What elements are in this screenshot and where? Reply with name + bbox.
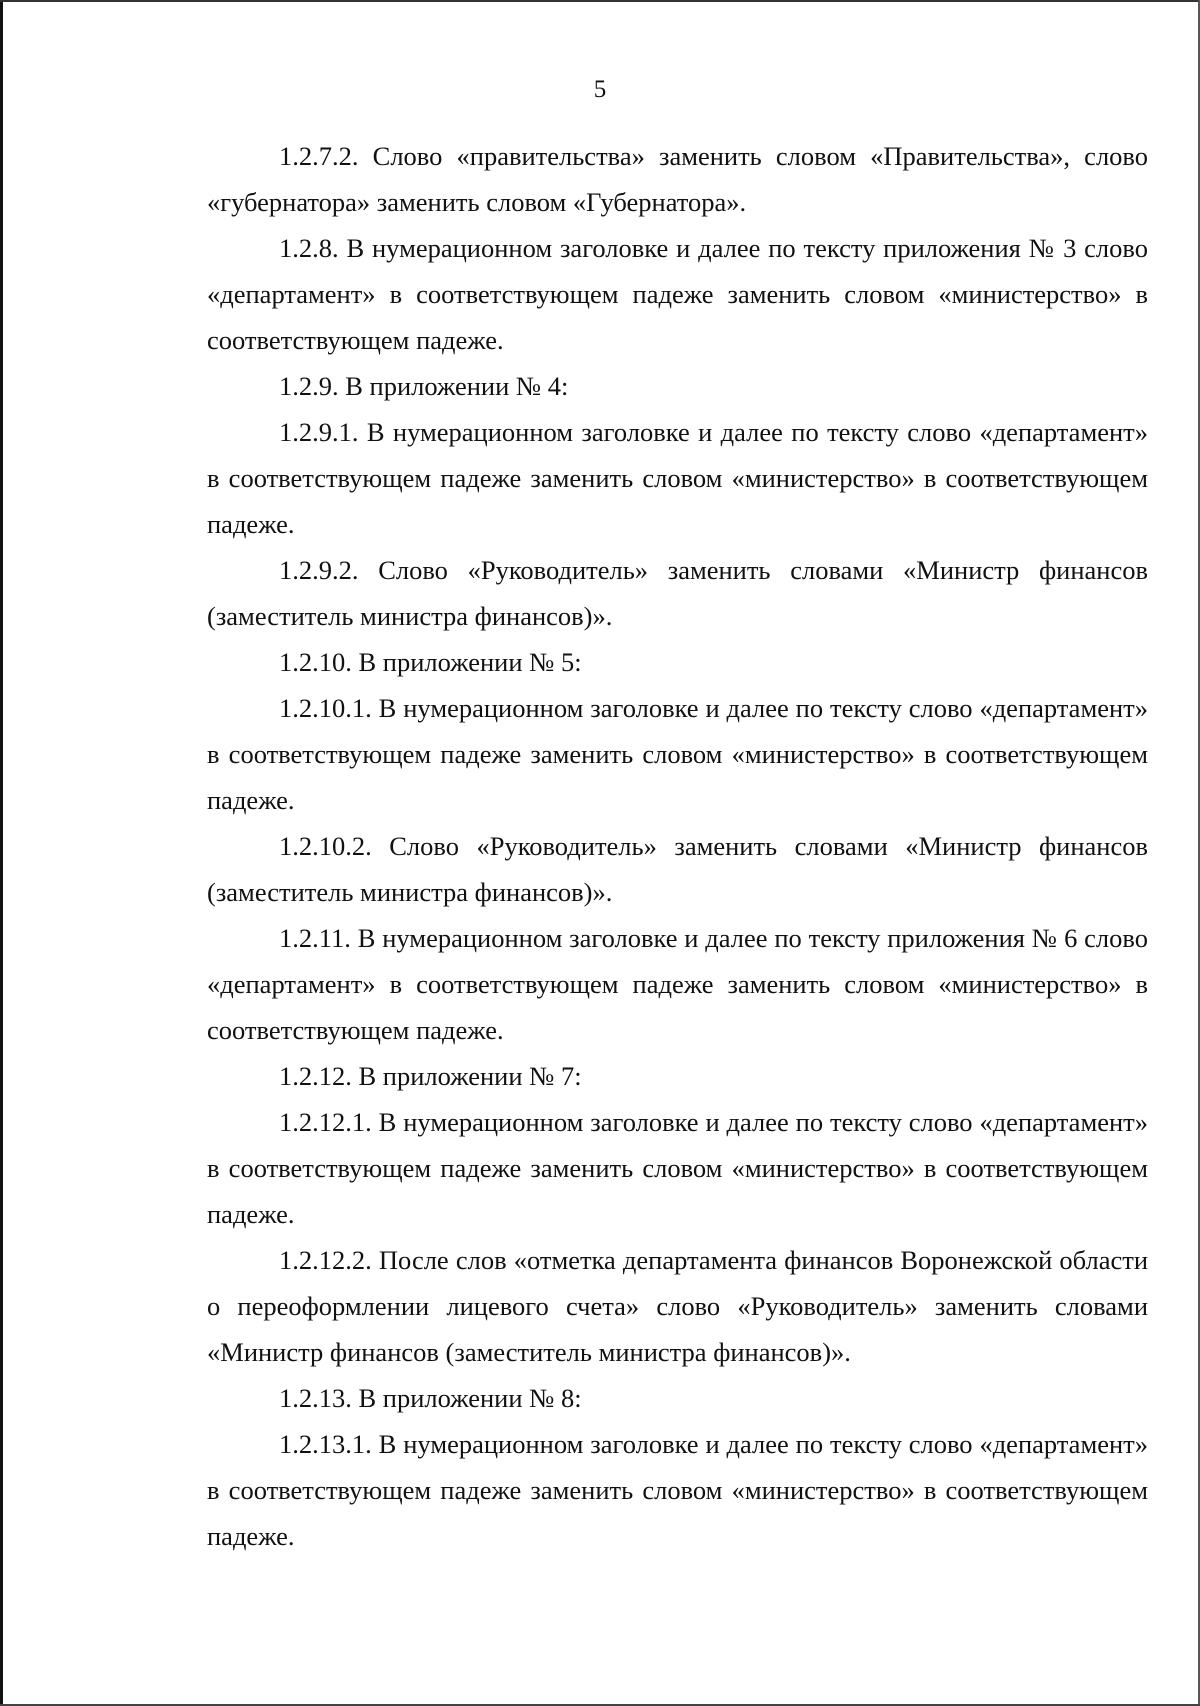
scan-edge-top [0, 0, 1200, 2]
page-number: 5 [593, 76, 607, 103]
paragraph-1-2-12-2: 1.2.12.2. После слов «отметка департамента финансов Воронежской области о переоформлении лицевого счета» слово «Руководитель» заменить словами «Министр финансов (заместитель министра финансов)». [207, 1245, 1148, 1367]
scan-edge-left [0, 0, 3, 1706]
paragraph-1-2-13: 1.2.13. В приложении № 8: [279, 1383, 582, 1413]
paragraph-1-2-13-1: 1.2.13.1. В нумерационном заголовке и далее по тексту слово «департамент» в соответствующем падеже заменить словом «министерство» в соответствующем падеже. [207, 1429, 1148, 1551]
paragraph-1-2-8: 1.2.8. В нумерационном заголовке и далее по тексту приложения № 3 слово «департамент» в соответствующем падеже заменить словом «министерство» в соответствующем падеже. [207, 233, 1148, 355]
paragraph-1-2-10-1: 1.2.10.1. В нумерационном заголовке и далее по тексту слово «департамент» в соответствующем падеже заменить словом «министерство» в соответствующем падеже. [207, 693, 1148, 815]
document-body [207, 133, 1148, 1559]
paragraph-1-2-9: 1.2.9. В приложении № 4: [279, 371, 569, 401]
paragraph-1-2-9-2: 1.2.9.2. Слово «Руководитель» заменить словами «Министр финансов (заместитель министра финансов)». [207, 555, 1148, 631]
paragraph-1-2-7-2: 1.2.7.2. Слово «правительства» заменить словом «Правительства», слово «губернатора» заменить словом «Губернатора». [207, 141, 1148, 217]
paragraph-1-2-12: 1.2.12. В приложении № 7: [279, 1061, 582, 1091]
paragraph-1-2-10-2: 1.2.10.2. Слово «Руководитель» заменить словами «Министр финансов (заместитель министра финансов)». [207, 831, 1148, 907]
paragraph-1-2-12-1: 1.2.12.1. В нумерационном заголовке и далее по тексту слово «департамент» в соответствующем падеже заменить словом «министерство» в соответствующем падеже. [207, 1107, 1148, 1229]
paragraph-1-2-10: 1.2.10. В приложении № 5: [279, 647, 582, 677]
paragraph-1-2-11: 1.2.11. В нумерационном заголовке и далее по тексту приложения № 6 слово «департамент» в соответствующем падеже заменить словом «министерство» в соответствующем падеже. [207, 923, 1148, 1045]
paragraph-1-2-9-1: 1.2.9.1. В нумерационном заголовке и далее по тексту слово «департамент» в соответствующем падеже заменить словом «министерство» в соответствующем падеже. [207, 417, 1148, 539]
